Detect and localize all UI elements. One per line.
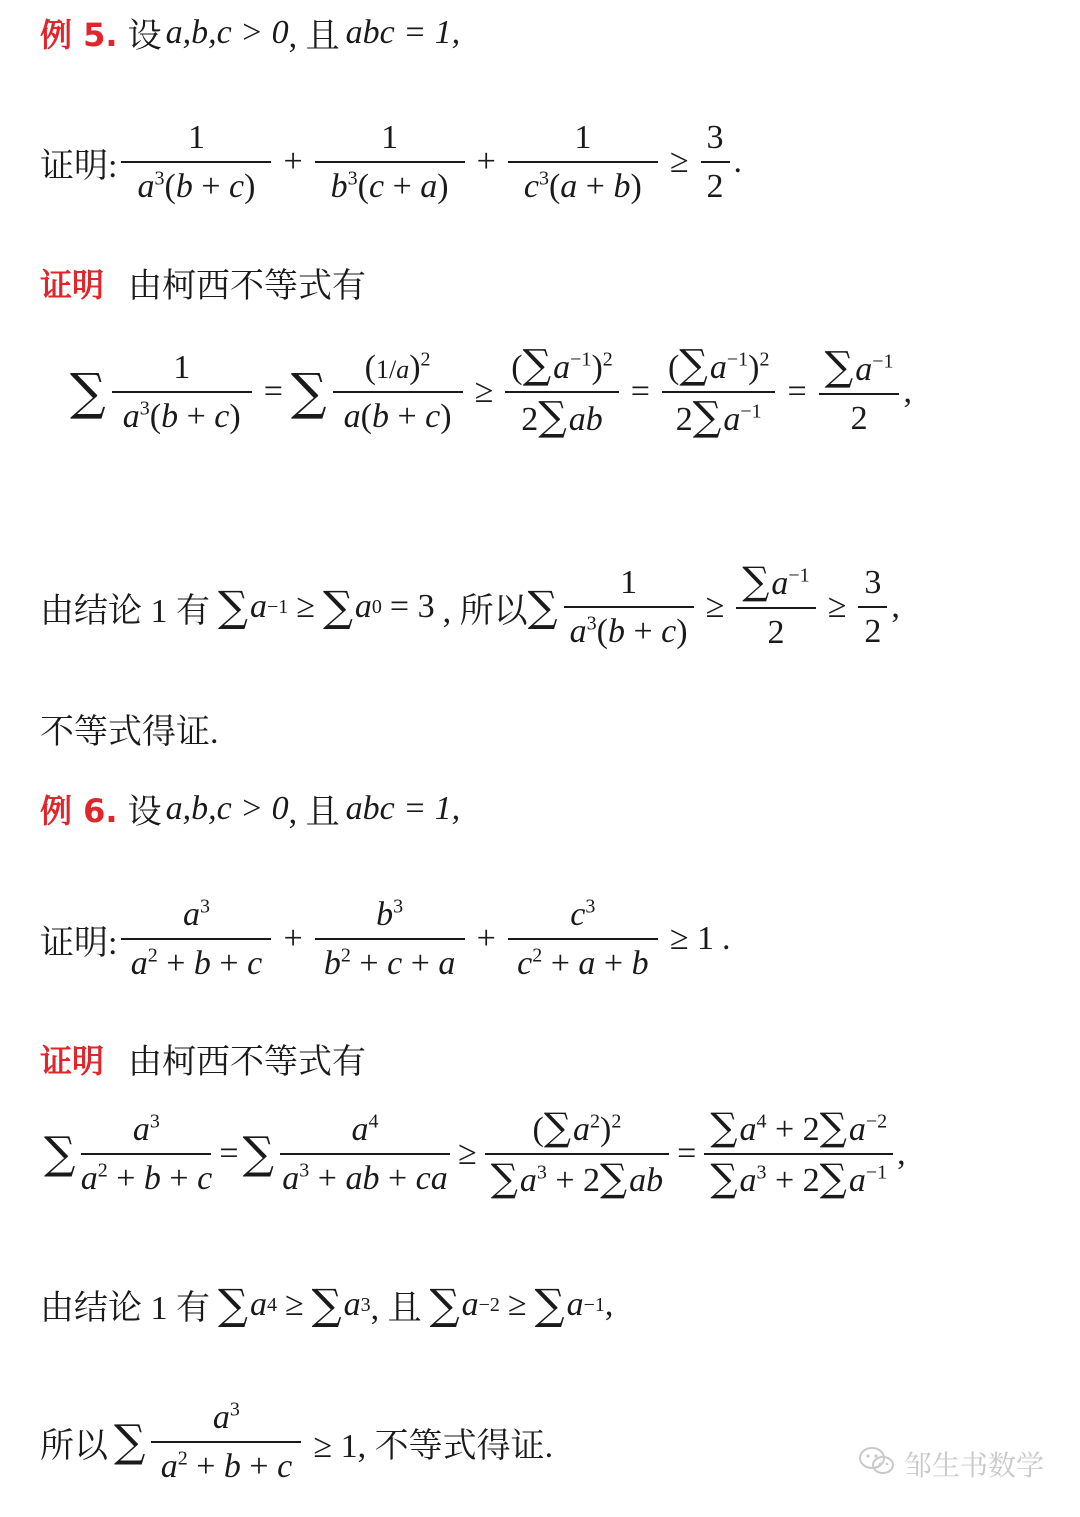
formula-fraction: $\frac{a^3}{a^2 + b + c}$ xyxy=(151,1398,301,1486)
ex6-conclusion-a: 由结论 1 有 xyxy=(40,1290,210,1327)
formula-fraction: $\frac{1}{c^3(a + b)}$ xyxy=(508,118,658,206)
ex5-conclusion-a: 由结论 1 有 xyxy=(40,592,210,630)
ex5-conclusion-b: , 所以 xyxy=(442,592,528,630)
ex5-premise-a: 设 xyxy=(127,18,162,55)
ex5-premise-c: , 且 xyxy=(288,18,340,55)
formula-fraction: $\frac{c^3}{c^2 + a + b}$ xyxy=(508,895,658,983)
ex6-proof-label: 证明 xyxy=(40,1041,105,1080)
ex5-statement: 证明: $\frac{1}{a^3(b + c)}$ + $\frac{1}{b^3(c + a)}$ + $\frac{1}{c^3(a + b)}$ ≥ $\frac{3}{2}$ . xyxy=(40,119,742,206)
ex5-premise-b: a,b,c > 0 xyxy=(165,13,289,51)
ex6-prove-label: 证明: xyxy=(40,924,118,962)
formula-fraction: $\frac{1}{b^3(c + a)}$ xyxy=(315,118,465,206)
watermark xyxy=(858,1444,1058,1484)
ex5-premise xyxy=(40,8,1080,57)
formula-fraction: $\frac{1}{a^3(b + c)}$ xyxy=(112,348,252,436)
formula-fraction: $\frac{(\sum a^2)^2}{\sum a^3 + 2\sum ab}$ xyxy=(485,1108,669,1200)
ex5-label: 例 5. xyxy=(40,15,118,54)
formula-fraction: $\frac{(1/a)^2}{a(b + c)}$ xyxy=(333,348,463,436)
ex6-label: 例 6. xyxy=(40,791,118,830)
ex5-prove-label: 证明: xyxy=(40,147,118,185)
ex6-proof-chain: ∑ $\frac{a^3}{a^2 + b + c}$ = ∑ $\frac{a^4}{a^3 + ab + ca}$ ≥ $\frac{(\sum a^2)^2}{\sum a^3 + 2\sum ab}$ = $\frac{\sum a^4 + 2\sum a^{-2}}{\sum a^3 + 2\sum a^{-1}}$ , xyxy=(44,1105,906,1201)
ex5-done xyxy=(40,704,1080,753)
formula-fraction: $\frac{\sum a^{-1}}{2}$ xyxy=(736,562,815,652)
formula-fraction: $\frac{1}{a^3(b + c)}$ xyxy=(564,563,694,651)
ex6-final: 所以 ∑ $\frac{a^3}{a^2 + b + c}$ ≥ 1, 不等式得证. xyxy=(40,1398,554,1486)
ex6-conclusion-b: , 且 xyxy=(370,1290,422,1327)
ex6-premise-a: 设 xyxy=(127,794,162,831)
ex6-premise xyxy=(40,784,1080,833)
ex6-premise-d: abc = 1, xyxy=(345,789,461,827)
ex5-proof-intro: 由柯西不等式有 xyxy=(128,268,367,305)
ex5-proof-label: 证明 xyxy=(40,265,105,304)
ex6-proof-heading xyxy=(40,1034,1080,1083)
formula-fraction: $\frac{a^4}{a^3 + ab + ca}$ xyxy=(280,1110,450,1198)
formula-fraction: $\frac{\sum a^{-1}}{2}$ xyxy=(819,347,900,438)
ex5-conclusion: 由结论 1 有 ∑ a −1 ≥ ∑ a 0 = 3 , 所以 ∑ $\frac{1}{a^3(b + c)}$ ≥ $\frac{\sum a^{-1}}{2}$ ≥ $\frac{3}{2}$ , xyxy=(40,559,900,652)
formula-fraction: $\frac{3}{2}$ xyxy=(858,563,887,651)
formula-fraction: $\frac{a^3}{a^2 + b + c}$ xyxy=(121,895,271,983)
ex6-premise-b: a,b,c > 0 xyxy=(165,789,289,827)
ex5-done-text: 不等式得证. xyxy=(40,714,219,751)
ex6-final-a: 所以 xyxy=(40,1427,108,1465)
formula-fraction: $\frac{b^3}{b^2 + c + a}$ xyxy=(315,895,465,983)
ex6-conclusion: 由结论 1 有 ∑ a 4 ≥ ∑ a 3 , 且 ∑ a −2 ≥ ∑ a −1 , xyxy=(40,1279,614,1329)
ex5-premise-d: abc = 1, xyxy=(345,13,461,51)
ex6-statement: 证明: $\frac{a^3}{a^2 + b + c}$ + $\frac{b^3}{b^2 + c + a}$ + $\frac{c^3}{c^2 + a + b}$ ≥ 1 . xyxy=(40,895,731,983)
formula-fraction: $\frac{a^3}{a^2 + b + c}$ xyxy=(80,1110,213,1198)
ex6-final-b: ≥ 1, 不等式得证. xyxy=(313,1427,554,1465)
formula-fraction: $\frac{(\sum a^{-1})^2}{2\sum a^{-1}}$ xyxy=(662,345,776,439)
watermark-text: 邹生书数学 xyxy=(904,1449,1045,1482)
ex6-proof-intro: 由柯西不等式有 xyxy=(128,1044,367,1081)
formula-fraction: $\frac{(\sum a^{-1})^2}{2\sum ab}$ xyxy=(505,345,619,439)
wechat-icon xyxy=(858,1445,896,1484)
ex6-premise-c: , 且 xyxy=(288,794,340,831)
ex5-proof-chain: ∑ $\frac{1}{a^3(b + c)}$ = ∑ $\frac{(1/a)^2}{a(b + c)}$ ≥ $\frac{(\sum a^{-1})^2}{2\sum ab}$ = $\frac{(\sum a^{-1})^2}{2\sum a^{-1}}$ = $\frac{\sum a^{-1}}{2}$ , xyxy=(70,342,912,441)
formula-fraction: $\frac{\sum a^4 + 2\sum a^{-2}}{\sum a^3 + 2\sum a^{-1}}$ xyxy=(704,1108,893,1200)
ex5-proof-heading xyxy=(40,258,1080,307)
formula-fraction: $\frac{3}{2}$ xyxy=(701,118,730,206)
formula-fraction: $\frac{1}{a^3(b + c)}$ xyxy=(121,118,271,206)
